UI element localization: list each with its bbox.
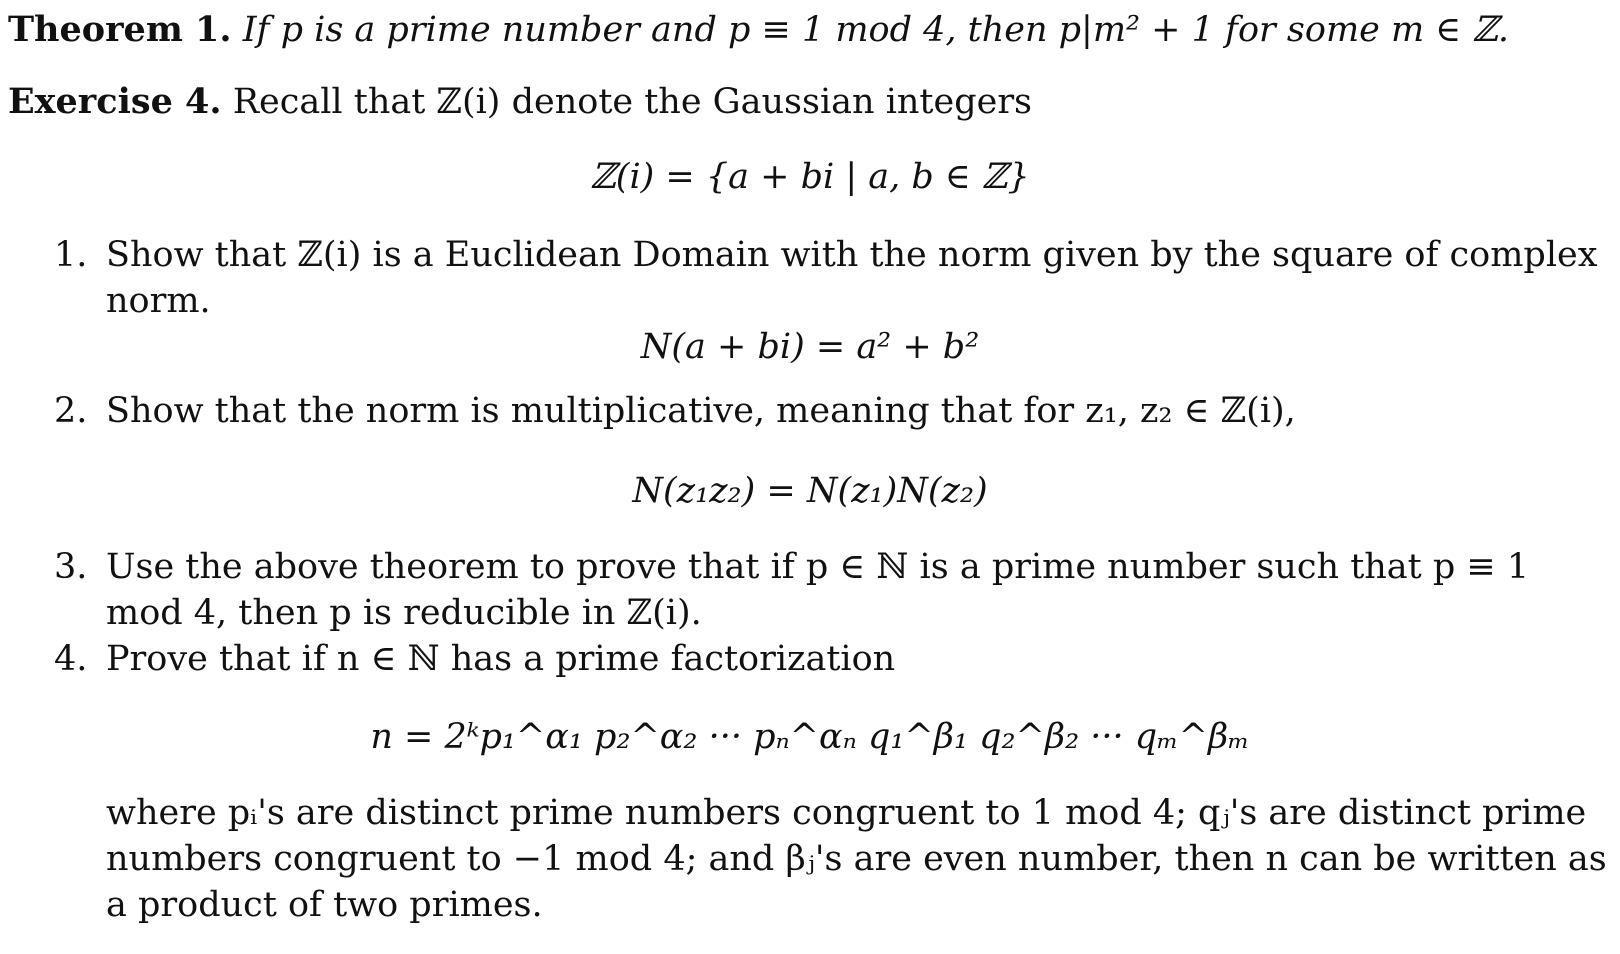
item-text-line1: Show that the norm is multiplicative, meaning that for z₁, z₂ ∈ ℤ(i), — [106, 391, 1296, 431]
factorization-formula: n = 2ᵏp₁^α₁ p₂^α₂ ··· pₙ^αₙ q₁^β₁ q₂^β₂ ··· qₘ^βₘ — [370, 717, 1250, 757]
set-definition: ℤ(i) = {a + bi | a, b ∈ ℤ} — [590, 157, 1030, 197]
item-text-line3: numbers congruent to −1 mod 4; and βⱼ's are even number, then n can be written as — [106, 839, 1607, 879]
theorem — [8, 9, 1509, 50]
item-text-line2: norm. — [106, 281, 211, 321]
exercise-heading — [8, 81, 1033, 122]
exercise-label: Exercise 4. — [8, 81, 222, 122]
item-text-line2: where pᵢ's are distinct prime numbers congruent to 1 mod 4; qⱼ's are distinct prime — [106, 793, 1587, 833]
item-text-line1: Prove that if n ∈ ℕ has a prime factorization — [106, 639, 896, 679]
norm-formula: N(a + bi) = a² + b² — [640, 327, 980, 367]
item-text-line1: Use the above theorem to prove that if p ∈ ℕ is a prime number such that p ≡ 1 — [106, 547, 1530, 587]
item-number: 3. — [54, 547, 88, 587]
exercise-intro: Recall that ℤ(i) denote the Gaussian integers — [232, 82, 1033, 122]
theorem-label: Theorem 1. — [8, 9, 232, 50]
item-text-line4: a product of two primes. — [106, 885, 543, 925]
item-text-line2: mod 4, then p is reducible in ℤ(i). — [106, 593, 702, 633]
theorem-statement: If p is a prime number and p ≡ 1 mod 4, then p|m² + 1 for some m ∈ ℤ. — [242, 10, 1509, 50]
item-number: 4. — [54, 639, 88, 679]
item-text-line1: Show that ℤ(i) is a Euclidean Domain with the norm given by the square of complex — [106, 235, 1598, 275]
item-number: 2. — [54, 391, 88, 431]
item-number: 1. — [54, 235, 88, 275]
multiplicative-formula: N(z₁z₂) = N(z₁)N(z₂) — [632, 471, 988, 511]
